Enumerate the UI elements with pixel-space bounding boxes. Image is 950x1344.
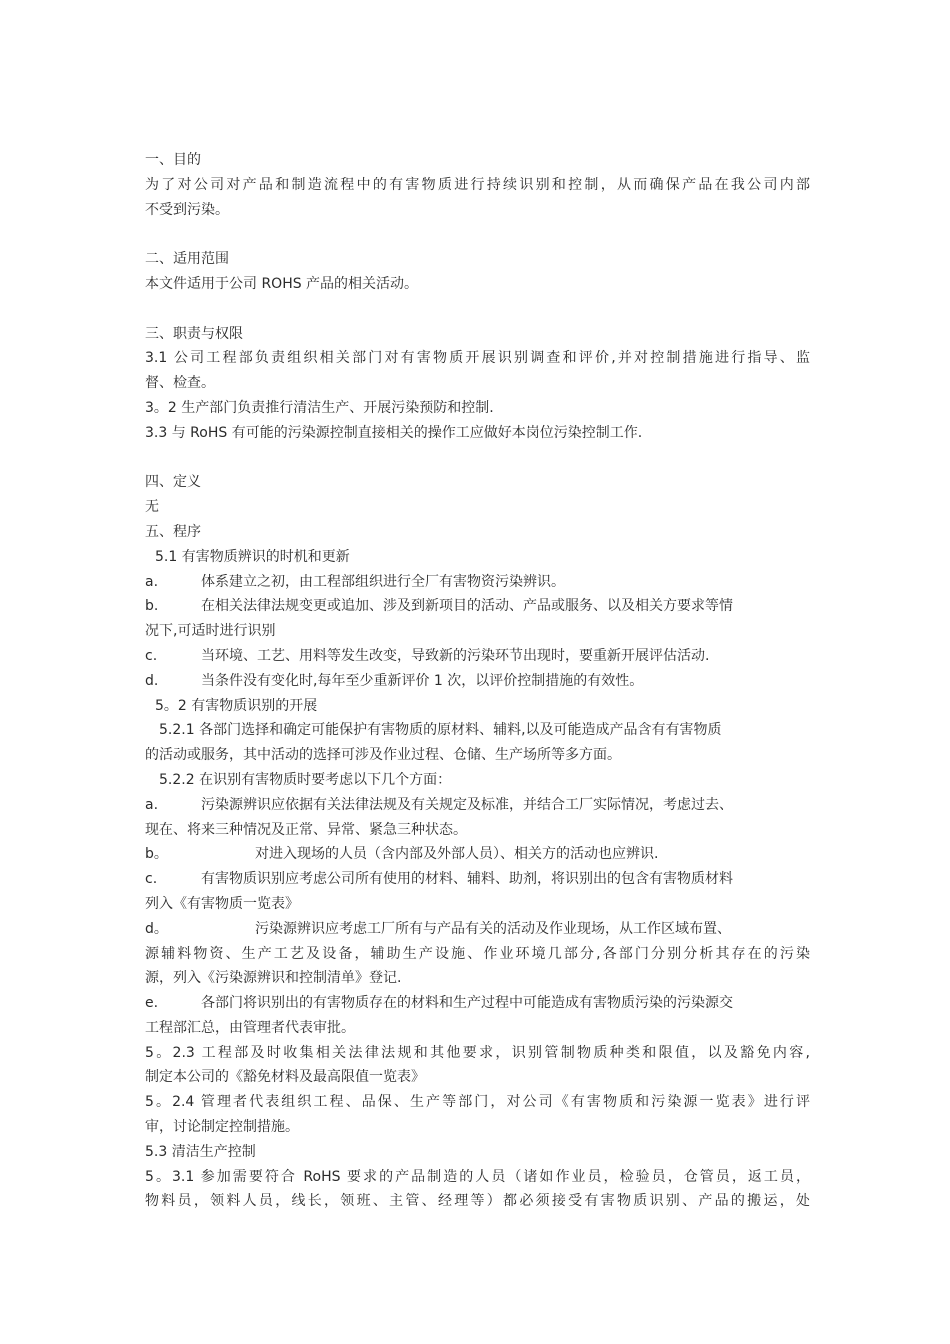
blank-line bbox=[145, 222, 810, 247]
list-label: c. bbox=[145, 647, 158, 664]
paragraph-line: 5。2.4 管理者代表组织工程、品保、生产等部门，对公司《有害物质和污染源一览表》进行评 bbox=[145, 1094, 810, 1111]
paragraph-line: 5.2.1 各部门选择和确定可能保护有害物质的原材料、辅料,以及可能造成产品含有有害物质 bbox=[159, 722, 722, 739]
section-heading-definitions: 四、定义 bbox=[145, 474, 201, 491]
paragraph-line: 3。2 生产部门负责推行清洁生产、开展污染预防和控制. bbox=[145, 399, 494, 416]
paragraph-line: 为了对公司对产品和制造流程中的有害物质进行持续识别和控制，从而确保产品在我公司内部 bbox=[145, 176, 810, 193]
list-text: 在相关法律法规变更或追加、涉及到新项目的活动、产品或服务、以及相关方要求等情 bbox=[201, 598, 733, 615]
section-heading-procedure: 五、程序 bbox=[145, 523, 201, 540]
list-item-continuation: 源辅料物资、生产工艺及设备，辅助生产设施、作业环境几部分,各部门分别分析其存在的污染 bbox=[145, 945, 810, 962]
paragraph-line: 3.3 与 RoHS 有可能的污染源控制直接相关的操作工应做好本岗位污染控制工作. bbox=[145, 424, 643, 441]
list-label: b. bbox=[145, 598, 159, 615]
list-text: 体系建立之初，由工程部组织进行全厂有害物资污染辨识。 bbox=[201, 573, 565, 590]
list-item-continuation: 工程部汇总，由管理者代表审批。 bbox=[145, 1019, 355, 1036]
list-label: a. bbox=[145, 573, 159, 590]
list-label: e. bbox=[145, 995, 159, 1012]
list-item-continuation: 源，列入《污染源辨识和控制清单》登记. bbox=[145, 970, 402, 987]
list-text: 各部门将识别出的有害物质存在的材料和生产过程中可能造成有害物质污染的污染源交 bbox=[201, 995, 733, 1012]
paragraph-line: 不受到污染。 bbox=[145, 201, 229, 218]
list-text: 污染源辨识应考虑工厂所有与产品有关的活动及作业现场，从工作区域布置、 bbox=[255, 920, 731, 937]
document-body bbox=[145, 148, 810, 1214]
list-item bbox=[145, 594, 810, 619]
list-item-continuation: 现在、将来三种情况及正常、异常、紧急三种状态。 bbox=[145, 821, 467, 838]
list-label: a. bbox=[145, 796, 159, 813]
subsection-title: 5.1 有害物质辨识的时机和更新 bbox=[155, 548, 350, 565]
list-item bbox=[145, 991, 810, 1016]
list-text: 当条件没有变化时,每年至少重新评价 1 次，以评价控制措施的有效性。 bbox=[201, 672, 644, 689]
list-label: d. bbox=[145, 672, 159, 689]
list-label: d。 bbox=[145, 920, 168, 937]
list-text: 污染源辨识应依据有关法律法规及有关规定及标准，并结合工厂实际情况，考虑过去、 bbox=[201, 796, 733, 813]
list-text: 有害物质识别应考虑公司所有使用的材料、辅料、助剂，将识别出的包含有害物质材料 bbox=[201, 871, 733, 888]
paragraph-line: 本文件适用于公司 ROHS 产品的相关活动。 bbox=[145, 275, 419, 292]
list-item bbox=[145, 917, 810, 942]
list-label: b。 bbox=[145, 846, 168, 863]
list-item-continuation: 列入《有害物质一览表》 bbox=[145, 895, 299, 912]
section-heading-responsibilities: 三、职责与权限 bbox=[145, 325, 243, 342]
paragraph-line: 审，讨论制定控制措施。 bbox=[145, 1119, 299, 1136]
paragraph-line: 督、检查。 bbox=[145, 375, 215, 392]
blank-line bbox=[145, 297, 810, 322]
list-text: 当环境、工艺、用料等发生改变，导致新的污染环节出现时，要重新开展评估活动. bbox=[201, 647, 710, 664]
paragraph-line: 的活动或服务，其中活动的选择可涉及作业过程、仓储、生产场所等多方面。 bbox=[145, 747, 621, 764]
subsection-title: 5.3 清洁生产控制 bbox=[145, 1143, 256, 1160]
list-item bbox=[145, 669, 810, 694]
subsection-title: 5.2.2 在识别有害物质时要考虑以下几个方面： bbox=[159, 771, 452, 788]
paragraph-line: 制定本公司的《豁免材料及最高限值一览表》 bbox=[145, 1069, 425, 1086]
paragraph-line: 5。2.3 工程部及时收集相关法律法规和其他要求，识别管制物质种类和限值，以及豁免内容, bbox=[145, 1044, 810, 1061]
paragraph-line: 3.1 公司工程部负责组织相关部门对有害物质开展识别调查和评价,并对控制措施进行指导、监 bbox=[145, 350, 810, 367]
blank-line bbox=[145, 446, 810, 471]
list-item-continuation: 况下,可适时进行识别 bbox=[145, 623, 276, 640]
section-heading-purpose: 一、目的 bbox=[145, 152, 201, 168]
paragraph-line: 物料员，领料人员，线长，领班、主管、经理等）都必须接受有害物质识别、产品的搬运，处 bbox=[145, 1193, 810, 1210]
list-label: c. bbox=[145, 871, 158, 888]
list-item bbox=[145, 570, 810, 595]
paragraph-line: 无 bbox=[145, 499, 159, 516]
subsection-title: 5。2 有害物质识别的开展 bbox=[155, 697, 318, 714]
list-item bbox=[145, 867, 810, 892]
paragraph-line: 5。3.1 参加需要符合 RoHS 要求的产品制造的人员（诸如作业员，检验员，仓管员，返工员， bbox=[145, 1168, 810, 1185]
list-item bbox=[145, 644, 810, 669]
list-item bbox=[145, 842, 810, 867]
section-heading-scope: 二、适用范围 bbox=[145, 251, 229, 268]
list-text: 对进入现场的人员（含内部及外部人员）、相关方的活动也应辨识. bbox=[255, 846, 659, 863]
list-item bbox=[145, 793, 810, 818]
